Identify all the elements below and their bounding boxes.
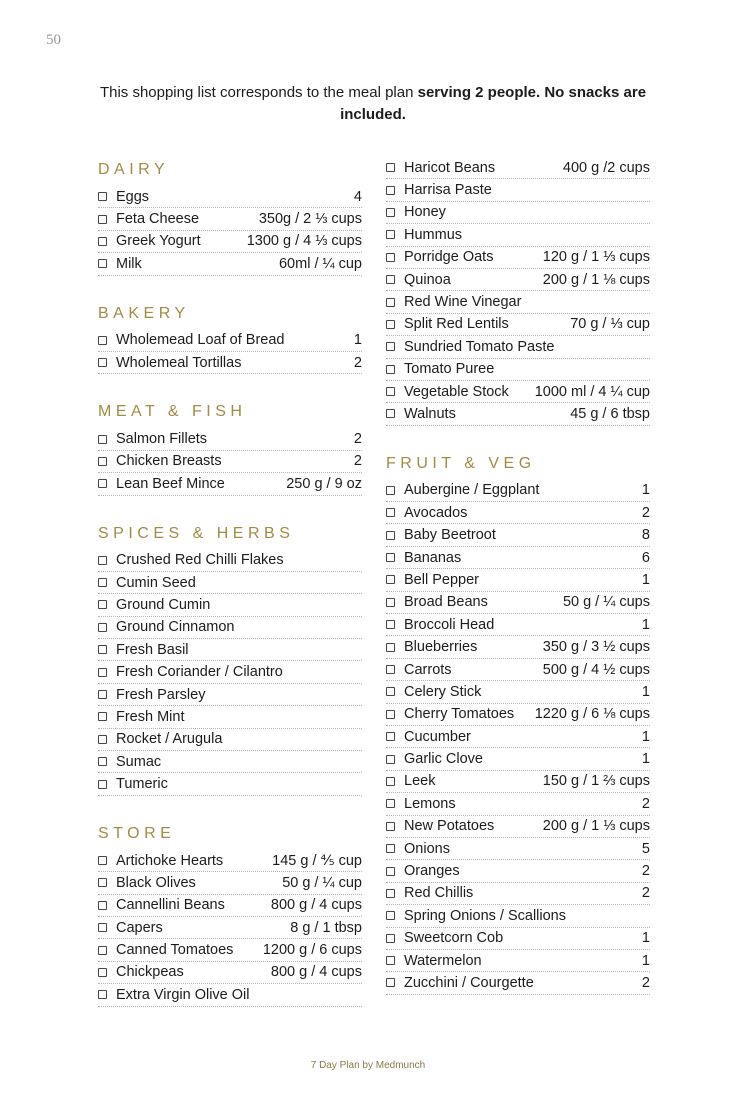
item-name: Red Chillis bbox=[404, 885, 474, 902]
list-item bbox=[386, 179, 650, 201]
list-item bbox=[386, 403, 650, 425]
list-item bbox=[386, 314, 650, 336]
list-item bbox=[98, 617, 362, 639]
item-quantity: 1 bbox=[641, 571, 650, 588]
checkbox[interactable] bbox=[386, 620, 395, 629]
checkbox[interactable] bbox=[98, 901, 107, 910]
list-item bbox=[98, 572, 362, 594]
item-quantity: 1 bbox=[641, 482, 650, 499]
item-name: Cherry Tomatoes bbox=[404, 706, 515, 723]
checkbox[interactable] bbox=[98, 600, 107, 609]
item-name: Fresh Basil bbox=[116, 641, 189, 658]
list-item bbox=[386, 636, 650, 658]
list-item bbox=[386, 224, 650, 246]
list-item bbox=[386, 569, 650, 591]
section-meat-fish bbox=[98, 402, 362, 495]
list-item bbox=[386, 359, 650, 381]
checkbox[interactable] bbox=[98, 856, 107, 865]
checkbox[interactable] bbox=[98, 668, 107, 677]
list-item bbox=[98, 428, 362, 450]
item-name: Fresh Parsley bbox=[116, 686, 206, 703]
list-item bbox=[98, 208, 362, 230]
item-name: Aubergine / Eggplant bbox=[404, 482, 540, 499]
list-item bbox=[386, 524, 650, 546]
checkbox[interactable] bbox=[98, 923, 107, 932]
section-title: DAIRY bbox=[98, 161, 170, 178]
item-quantity: 1 bbox=[641, 728, 650, 745]
item-quantity: 1300 g / 4 ⅓ cups bbox=[246, 233, 362, 250]
checkbox[interactable] bbox=[386, 508, 395, 517]
list-item bbox=[98, 550, 362, 572]
checkbox[interactable] bbox=[386, 163, 395, 172]
list-item bbox=[386, 816, 650, 838]
item-name: Hummus bbox=[404, 226, 463, 243]
section-bakery bbox=[98, 304, 362, 375]
list-item bbox=[386, 502, 650, 524]
item-quantity: 2 bbox=[641, 795, 650, 812]
checkbox[interactable] bbox=[386, 275, 395, 284]
item-quantity: 1000 ml / 4 ¼ cup bbox=[534, 383, 650, 400]
item-name: Red Wine Vinegar bbox=[404, 294, 522, 311]
item-name: Porridge Oats bbox=[404, 249, 494, 266]
list-item bbox=[386, 793, 650, 815]
footer: 7 Day Plan by Medmunch bbox=[310, 1060, 426, 1071]
item-quantity: 2 bbox=[641, 885, 650, 902]
list-item bbox=[98, 729, 362, 751]
item-name: Lean Beef Mince bbox=[116, 475, 225, 492]
checkbox[interactable] bbox=[386, 409, 395, 418]
item-name: Crushed Red Chilli Flakes bbox=[116, 552, 284, 569]
item-name: Milk bbox=[116, 255, 142, 272]
section-spices-herbs bbox=[98, 524, 362, 796]
item-quantity: 2 bbox=[641, 863, 650, 880]
item-name: Chickpeas bbox=[116, 964, 184, 981]
section-continued bbox=[386, 157, 650, 426]
item-name: Broccoli Head bbox=[404, 616, 495, 633]
checkbox[interactable] bbox=[98, 578, 107, 587]
intro-text-part2: serving 2 people. No snacks are included. bbox=[340, 84, 647, 123]
checkbox[interactable] bbox=[98, 735, 107, 744]
checkbox[interactable] bbox=[386, 342, 395, 351]
right-column bbox=[386, 157, 650, 995]
checkbox[interactable] bbox=[386, 320, 395, 329]
item-quantity: 500 g / 4 ½ cups bbox=[542, 661, 650, 678]
item-quantity: 8 bbox=[641, 527, 650, 544]
checkbox[interactable] bbox=[98, 237, 107, 246]
checkbox[interactable] bbox=[386, 777, 395, 786]
page-number: 50 bbox=[46, 32, 61, 48]
list-item bbox=[386, 547, 650, 569]
checkbox[interactable] bbox=[386, 230, 395, 239]
item-quantity: 2 bbox=[353, 354, 362, 371]
section-fruit-veg bbox=[386, 454, 650, 995]
item-name: Haricot Beans bbox=[404, 159, 496, 176]
item-name: New Potatoes bbox=[404, 818, 495, 835]
checkbox[interactable] bbox=[386, 665, 395, 674]
item-name: Bell Pepper bbox=[404, 571, 479, 588]
item-quantity: 6 bbox=[641, 549, 650, 566]
checkbox[interactable] bbox=[98, 259, 107, 268]
list-item bbox=[386, 704, 650, 726]
section-title: BAKERY bbox=[98, 304, 190, 322]
item-quantity: 800 g / 4 cups bbox=[270, 897, 362, 914]
checkbox[interactable] bbox=[386, 934, 395, 943]
item-name: Avocados bbox=[404, 504, 468, 521]
item-name: Watermelon bbox=[404, 952, 482, 969]
list-item bbox=[98, 939, 362, 961]
item-quantity: 200 g / 1 ⅛ cups bbox=[542, 271, 650, 288]
item-quantity: 800 g / 4 cups bbox=[270, 964, 362, 981]
item-quantity: 150 g / 1 ⅔ cups bbox=[542, 773, 650, 790]
list-item bbox=[98, 330, 362, 352]
item-name: Onions bbox=[404, 840, 450, 857]
checkbox[interactable] bbox=[98, 946, 107, 955]
list-item bbox=[386, 748, 650, 770]
checkbox[interactable] bbox=[386, 822, 395, 831]
list-item bbox=[98, 895, 362, 917]
checkbox[interactable] bbox=[386, 531, 395, 540]
intro-text-part1: This shopping list corresponds to the meal plan bbox=[99, 84, 418, 101]
item-quantity: 200 g / 1 ⅓ cups bbox=[542, 818, 650, 835]
item-name: Capers bbox=[116, 919, 163, 936]
item-name: Harrisa Paste bbox=[404, 182, 492, 199]
checkbox[interactable] bbox=[386, 732, 395, 741]
item-name: Ground Cumin bbox=[116, 596, 211, 613]
item-name: Greek Yogurt bbox=[116, 233, 201, 250]
item-name: Cucumber bbox=[404, 728, 471, 745]
section-title: STORE bbox=[98, 824, 176, 842]
item-quantity: 1 bbox=[641, 930, 650, 947]
checkbox[interactable] bbox=[386, 186, 395, 195]
item-name: Spring Onions / Scallions bbox=[404, 907, 566, 924]
checkbox[interactable] bbox=[386, 387, 395, 396]
item-quantity: 1 bbox=[641, 616, 650, 633]
section-store bbox=[98, 824, 362, 1007]
list-item bbox=[386, 860, 650, 882]
item-name: Lemons bbox=[404, 795, 456, 812]
item-quantity: 120 g / 1 ⅓ cups bbox=[542, 249, 650, 266]
list-item bbox=[386, 157, 650, 179]
item-name: Sundried Tomato Paste bbox=[404, 338, 555, 355]
item-name: Cumin Seed bbox=[116, 574, 196, 591]
item-name: Sumac bbox=[116, 753, 162, 770]
checkbox[interactable] bbox=[386, 486, 395, 495]
checkbox[interactable] bbox=[98, 192, 107, 201]
checkbox[interactable] bbox=[98, 336, 107, 345]
checkbox[interactable] bbox=[386, 208, 395, 217]
checkbox[interactable] bbox=[98, 645, 107, 654]
checkbox[interactable] bbox=[386, 687, 395, 696]
checkbox[interactable] bbox=[386, 978, 395, 987]
checkbox[interactable] bbox=[98, 712, 107, 721]
list-item bbox=[386, 659, 650, 681]
item-quantity: 1 bbox=[353, 332, 362, 349]
list-item bbox=[98, 872, 362, 894]
checkbox[interactable] bbox=[98, 878, 107, 887]
item-quantity: 60ml / ¼ cup bbox=[278, 255, 362, 272]
item-name: Broad Beans bbox=[404, 594, 488, 611]
item-quantity: 2 bbox=[641, 974, 650, 991]
checkbox[interactable] bbox=[386, 365, 395, 374]
checkbox[interactable] bbox=[386, 956, 395, 965]
list-item bbox=[98, 751, 362, 773]
item-quantity: 350g / 2 ⅓ cups bbox=[258, 211, 362, 228]
list-item bbox=[98, 231, 362, 253]
item-quantity: 2 bbox=[353, 431, 362, 448]
item-name: Walnuts bbox=[404, 405, 456, 422]
item-quantity: 2 bbox=[353, 453, 362, 470]
item-name: Ground Cinnamon bbox=[116, 619, 235, 636]
item-name: Tumeric bbox=[116, 776, 168, 793]
checkbox[interactable] bbox=[98, 479, 107, 488]
item-quantity: 1 bbox=[641, 751, 650, 768]
list-item bbox=[386, 247, 650, 269]
section-dairy bbox=[98, 160, 362, 276]
checkbox[interactable] bbox=[98, 435, 107, 444]
list-item bbox=[386, 838, 650, 860]
checkbox[interactable] bbox=[98, 556, 107, 565]
item-name: Black Olives bbox=[116, 874, 196, 891]
item-quantity: 45 g / 6 tbsp bbox=[570, 405, 650, 422]
list-item bbox=[386, 681, 650, 703]
item-quantity: 1200 g / 6 cups bbox=[262, 942, 362, 959]
item-quantity: 350 g / 3 ½ cups bbox=[542, 639, 650, 656]
item-name: Celery Stick bbox=[404, 683, 482, 700]
item-quantity: 1 bbox=[641, 952, 650, 969]
item-name: Eggs bbox=[116, 188, 150, 205]
checkbox[interactable] bbox=[98, 757, 107, 766]
list-item bbox=[98, 962, 362, 984]
item-quantity: 1 bbox=[641, 683, 650, 700]
item-name: Bananas bbox=[404, 549, 462, 566]
section-title: FRUIT & VEG bbox=[386, 454, 536, 472]
item-name: Quinoa bbox=[404, 271, 451, 288]
item-quantity: 50 g / ¼ cups bbox=[562, 594, 650, 611]
item-quantity: 400 g /2 cups bbox=[562, 159, 650, 176]
intro-text bbox=[90, 82, 656, 126]
checkbox[interactable] bbox=[386, 710, 395, 719]
checkbox[interactable] bbox=[386, 575, 395, 584]
list-item bbox=[386, 972, 650, 994]
checkbox[interactable] bbox=[386, 553, 395, 562]
item-name: Wholemeal Tortillas bbox=[116, 354, 242, 371]
checkbox[interactable] bbox=[98, 215, 107, 224]
list-item bbox=[98, 473, 362, 495]
list-item bbox=[386, 950, 650, 972]
list-item bbox=[386, 771, 650, 793]
list-item bbox=[386, 928, 650, 950]
list-item bbox=[386, 291, 650, 313]
list-item bbox=[386, 269, 650, 291]
checkbox[interactable] bbox=[98, 358, 107, 367]
item-name: Honey bbox=[404, 204, 446, 221]
checkbox[interactable] bbox=[386, 844, 395, 853]
item-name: Cannellini Beans bbox=[116, 897, 225, 914]
list-item bbox=[386, 592, 650, 614]
item-name: Carrots bbox=[404, 661, 452, 678]
list-item bbox=[98, 639, 362, 661]
checkbox[interactable] bbox=[386, 911, 395, 920]
item-name: Chicken Breasts bbox=[116, 453, 222, 470]
checkbox[interactable] bbox=[386, 598, 395, 607]
list-item bbox=[386, 336, 650, 358]
checkbox[interactable] bbox=[98, 968, 107, 977]
list-item bbox=[98, 352, 362, 374]
list-item bbox=[386, 202, 650, 224]
list-item bbox=[386, 381, 650, 403]
item-name: Zucchini / Courgette bbox=[404, 974, 534, 991]
item-quantity: 4 bbox=[353, 188, 362, 205]
list-item bbox=[98, 186, 362, 208]
list-item bbox=[98, 253, 362, 275]
item-name: Split Red Lentils bbox=[404, 316, 509, 333]
checkbox[interactable] bbox=[98, 690, 107, 699]
item-name: Vegetable Stock bbox=[404, 383, 509, 400]
item-quantity: 145 g / ⅘ cup bbox=[272, 852, 362, 869]
item-name: Artichoke Hearts bbox=[116, 852, 224, 869]
list-item bbox=[98, 661, 362, 683]
item-quantity: 70 g / ⅓ cup bbox=[570, 316, 650, 333]
list-item bbox=[98, 706, 362, 728]
item-quantity: 2 bbox=[641, 504, 650, 521]
item-quantity: 250 g / 9 oz bbox=[286, 475, 362, 492]
item-name: Fresh Mint bbox=[116, 708, 185, 725]
checkbox[interactable] bbox=[386, 755, 395, 764]
list-item bbox=[386, 726, 650, 748]
item-name: Garlic Clove bbox=[404, 751, 483, 768]
item-quantity: 50 g / ¼ cup bbox=[282, 874, 362, 891]
list-item bbox=[386, 614, 650, 636]
list-item bbox=[98, 594, 362, 616]
item-quantity: 5 bbox=[641, 840, 650, 857]
item-name: Tomato Puree bbox=[404, 361, 495, 378]
item-name: Oranges bbox=[404, 863, 460, 880]
list-item bbox=[98, 684, 362, 706]
item-name: Fresh Coriander / Cilantro bbox=[116, 664, 283, 681]
checkbox[interactable] bbox=[386, 867, 395, 876]
item-name: Sweetcorn Cob bbox=[404, 930, 504, 947]
item-name: Canned Tomatoes bbox=[116, 942, 234, 959]
list-item bbox=[98, 451, 362, 473]
list-item bbox=[386, 480, 650, 502]
item-name: Blueberries bbox=[404, 639, 478, 656]
left-column bbox=[98, 160, 362, 1007]
checkbox[interactable] bbox=[386, 643, 395, 652]
item-name: Extra Virgin Olive Oil bbox=[116, 986, 250, 1003]
list-item bbox=[98, 850, 362, 872]
list-item bbox=[98, 984, 362, 1006]
list-item bbox=[98, 773, 362, 795]
item-name: Salmon Fillets bbox=[116, 431, 208, 448]
checkbox[interactable] bbox=[386, 253, 395, 262]
item-name: Rocket / Arugula bbox=[116, 731, 223, 748]
list-item bbox=[386, 883, 650, 905]
checkbox[interactable] bbox=[386, 298, 395, 307]
item-name: Wholemead Loaf of Bread bbox=[116, 332, 285, 349]
checkbox[interactable] bbox=[386, 799, 395, 808]
item-name: Baby Beetroot bbox=[404, 527, 496, 544]
section-title: SPICES & HERBS bbox=[98, 524, 295, 542]
checkbox[interactable] bbox=[98, 623, 107, 632]
checkbox[interactable] bbox=[386, 889, 395, 898]
list-item bbox=[98, 917, 362, 939]
item-quantity: 1220 g / 6 ⅛ cups bbox=[534, 706, 650, 723]
item-quantity: 8 g / 1 tbsp bbox=[290, 919, 362, 936]
checkbox[interactable] bbox=[98, 457, 107, 466]
item-name: Feta Cheese bbox=[116, 211, 200, 228]
checkbox[interactable] bbox=[98, 990, 107, 999]
checkbox[interactable] bbox=[98, 780, 107, 789]
item-name: Leek bbox=[404, 773, 436, 790]
section-title: MEAT & FISH bbox=[98, 403, 247, 421]
list-item bbox=[386, 905, 650, 927]
